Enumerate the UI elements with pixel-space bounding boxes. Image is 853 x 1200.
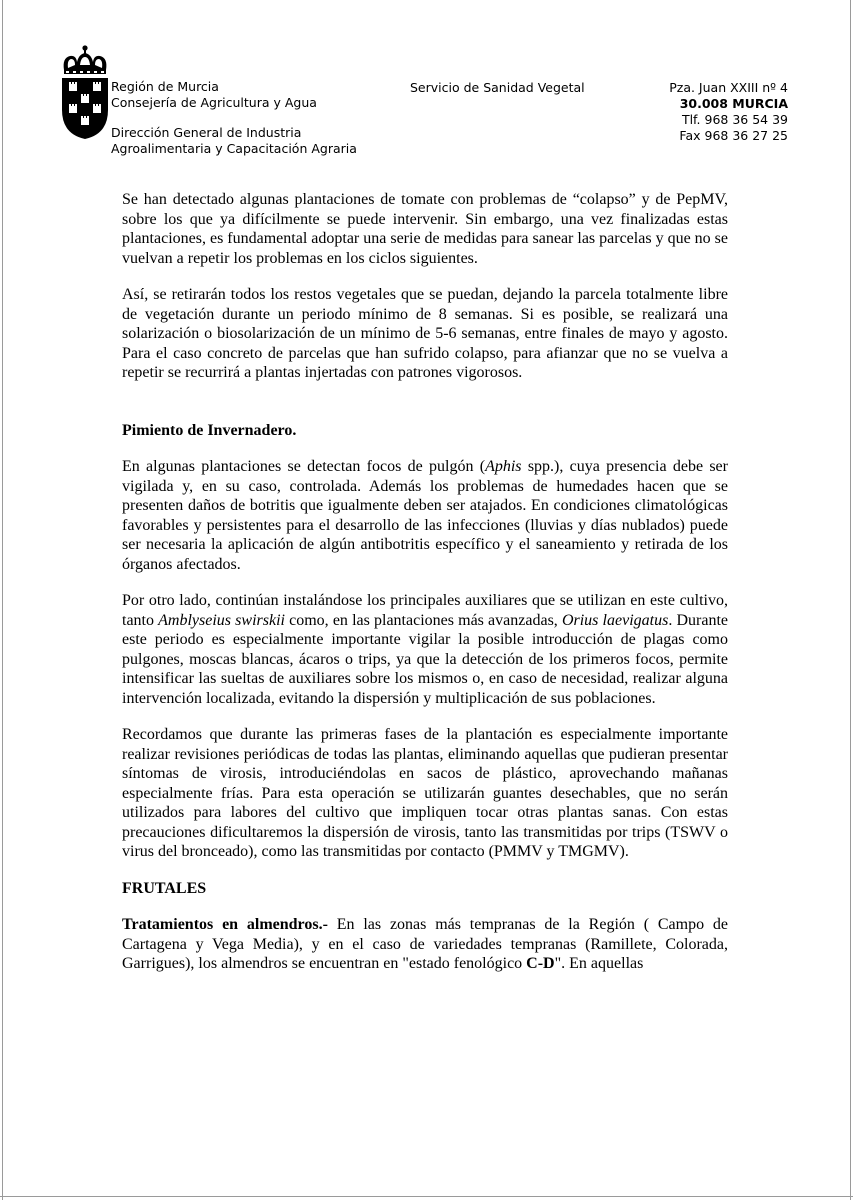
pimiento-paragraph-2 <box>122 591 728 708</box>
letterhead <box>0 0 853 170</box>
fr-p1-text-a: En las zonas más tempranas de la Región ( Campo de Cartagena y Vega Media), y en el caso de variedades tempranas (Ramillete, Colorada, Garrigues), los almendros se encuentran en "estado fenológico <box>122 916 729 972</box>
pim-p2-text-a: Por otro lado, continúan instalándose los principales auxiliares que se utilizan en este cultivo, tanto <box>122 592 728 629</box>
pim-p2-text-b: como, en las plantaciones más avanzadas, <box>284 611 562 629</box>
fr-p1-heading: Tratamientos en almendros.- <box>122 916 328 933</box>
page-border-left <box>2 0 3 1200</box>
frutales-section-title: FRUTALES <box>122 879 207 897</box>
header-address-street: Pza. Juan XXIII nº 4 <box>669 80 788 95</box>
page-border-bottom <box>0 1196 853 1197</box>
fr-p1-stage: C-D <box>526 955 555 972</box>
tomate-paragraph-1: Se han detectado algunas plantaciones de tomate con problemas de “colapso” y de PepMV, sobre los que ya difícilmente se puede intervenir. Sin embargo, una vez finalizadas estas plantaciones, es fundamental adoptar una serie de medidas para sanear las parcelas y que no se vuelvan a repetir los problemas en los ciclos siguientes. <box>122 191 728 267</box>
pimiento-paragraph-3: Recordamos que durante las primeras fases de la plantación es especialmente importante realizar revisiones periódicas de todas las plantas, eliminando aquellas que pudieran presentar síntomas de virosis, introduciéndolas en sacos de plástico, aprovechando mañanas especialmente frías. Para esta operación se utilizarán guantes desechables, que no serán utilizados para labores del cultivo que impliquen tocar otras plantas sanas. Con estas precauciones dificultaremos la dispersión de virosis, tanto las transmitidas por trips (TSWV o virus del bronceado), como las transmitidas por contacto (PMMV y TMGMV). <box>122 726 728 860</box>
header-direccion-line-2: Agroalimentaria y Capacitación Agraria <box>111 141 357 156</box>
header-consejeria: Consejería de Agricultura y Agua <box>111 95 317 110</box>
frutales-paragraph-1 <box>122 915 728 974</box>
header-contact <box>640 80 788 144</box>
pimiento-paragraph-1 <box>122 457 728 574</box>
pim-p2-species-2: Orius laevigatus <box>561 611 669 629</box>
header-fax: Fax 968 36 27 25 <box>679 128 788 143</box>
pim-p1-species: Aphis <box>485 458 522 475</box>
tomate-paragraph-2: Así, se retirarán todos los restos vegetales que se puedan, dejando la parcela totalmente libre de vegetación durante un periodo mínimo de 8 semanas. Si es posible, se realizará una solarización o biosolarización de un mínimo de 5-6 semanas, entre finales de mayo y agosto. Para el caso concreto de parcelas que han sufrido colapso, para afianzar que no se vuelva a repetir se recurrirá a plantas injertadas con patrones vigorosos. <box>122 286 728 381</box>
header-institution <box>111 79 317 111</box>
header-direccion-line-1: Dirección General de Industria <box>111 125 302 140</box>
header-address-city: 30.008 MURCIA <box>679 96 788 111</box>
header-servicio: Servicio de Sanidad Vegetal <box>410 80 585 95</box>
document-body <box>122 190 728 991</box>
pim-p1-text-a: En algunas plantaciones se detectan focos de pulgón ( <box>122 458 486 475</box>
header-direccion <box>111 125 357 157</box>
fr-p1-text-b: ". En aquellas <box>554 955 644 972</box>
pim-p2-text-c: . Durante este periodo es especialmente importante vigilar la posible introducción de plagas como pulgones, moscas blancas, ácaros o trips, ya que la detección de los primeros focos, permite intensificar las sueltas de auxiliares sobre los mismos o, en caso de necesidad, realizar alguna intervención localizada, evitando la dispersión y multiplicación de sus poblaciones. <box>122 611 729 707</box>
pim-p1-text-b: spp.), cuya presencia debe ser vigilada y, en su caso, controlada. Además los problemas de humedades hacen que se presenten daños de botritis que igualmente deben ser atajados. En condiciones climatológicas favorables y persistentes para el desarrollo de las infecciones (lluvias y días nublados) puede ser necesaria la aplicación de algún antibotritis específico y el saneamiento y retirada de los órganos afectados. <box>122 458 728 573</box>
pimiento-section-title: Pimiento de Invernadero. <box>122 421 297 439</box>
pim-p2-species-1: Amblyseius swirskii <box>158 611 285 629</box>
header-region: Región de Murcia <box>111 79 219 94</box>
header-phone: Tlf. 968 36 54 39 <box>681 112 788 127</box>
region-murcia-coat-of-arms-icon <box>60 44 110 140</box>
page-border-right <box>850 0 851 1200</box>
